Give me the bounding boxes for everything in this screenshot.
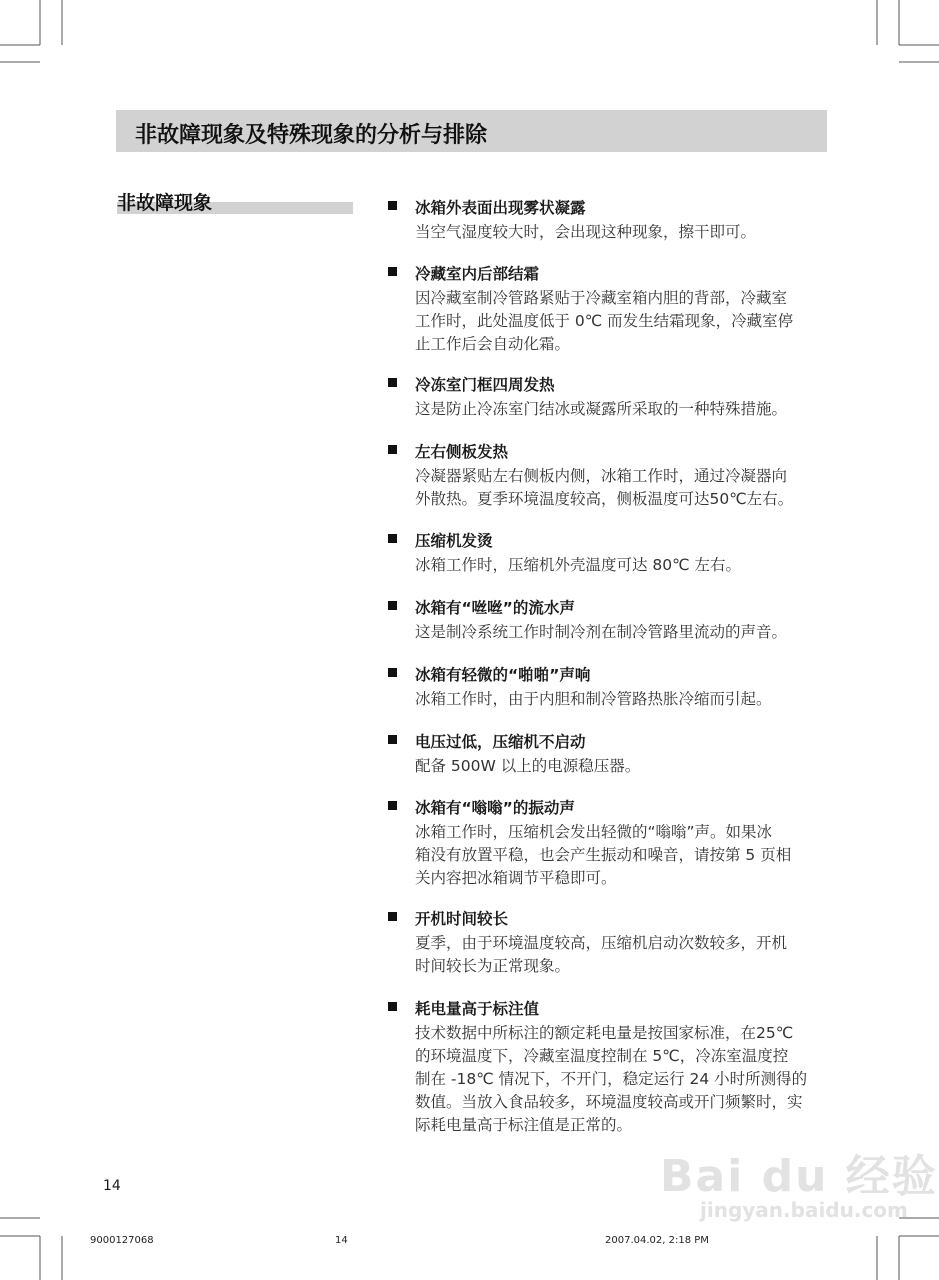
bullet-square-icon <box>388 601 397 610</box>
item-description <box>415 1022 807 1137</box>
description-line: 夏季，由于环境温度较高，压缩机启动次数较多，开机 <box>415 934 788 952</box>
footer-timestamp: 2007.04.02, 2:18 PM <box>605 1235 709 1246</box>
description-line: 时间较长为正常现象。 <box>415 957 571 975</box>
description-line: 外散热。夏季环境温度较高，侧板温度可达50℃左右。 <box>415 490 794 508</box>
item-description <box>415 221 756 244</box>
bullet-square-icon <box>388 668 397 677</box>
item-title: 冰箱有轻微的“啪啪”声响 <box>415 666 591 684</box>
sidebar-heading: 非故障现象 <box>117 192 213 214</box>
bullet-square-icon <box>388 912 397 921</box>
item-description <box>415 398 787 421</box>
item-title: 冷藏室内后部结霜 <box>415 265 540 283</box>
item-title: 左右侧板发热 <box>415 443 509 461</box>
item-description <box>415 465 793 511</box>
description-line: 这是制冷系统工作时制冷剂在制冷管路里流动的声音。 <box>415 623 788 641</box>
page-title: 非故障现象及特殊现象的分析与排除 <box>135 123 488 148</box>
description-line: 冰箱工作时，压缩机外壳温度可达 80℃ 左右。 <box>415 556 741 574</box>
item-description <box>415 932 787 978</box>
description-line: 箱没有放置平稳，也会产生振动和噪音，请按第 5 页相 <box>415 846 792 864</box>
description-line: 技术数据中所标注的额定耗电量是按国家标准，在25℃ <box>415 1024 794 1042</box>
item-title: 冰箱有“嗡嗡”的振动声 <box>415 799 575 817</box>
description-line: 工作时，此处温度低于 0℃ 而发生结霜现象，冷藏室停 <box>415 312 794 330</box>
item-description <box>415 554 741 577</box>
bullet-square-icon <box>388 267 397 276</box>
description-line: 冰箱工作时，压缩机会发出轻微的“嗡嗡”声。如果冰 <box>415 823 773 841</box>
item-description <box>415 688 772 711</box>
description-line: 际耗电量高于标注值是正常的。 <box>415 1116 633 1134</box>
description-line: 止工作后会自动化霜。 <box>415 335 571 353</box>
item-title: 冰箱外表面出现雾状凝露 <box>415 199 586 217</box>
description-line: 数值。当放入食品较多，环境温度较高或开门频繁时，实 <box>415 1093 803 1111</box>
item-title: 压缩机发烫 <box>415 532 493 550</box>
description-line: 冷凝器紧贴左右侧板内侧，冰箱工作时，通过冷凝器向 <box>415 467 788 485</box>
item-title: 冰箱有“咝咝”的流水声 <box>415 599 575 617</box>
description-line: 制在 -18℃ 情况下，不开门，稳定运行 24 小时所测得的 <box>415 1070 808 1088</box>
bullet-square-icon <box>388 445 397 454</box>
footer-page: 14 <box>335 1235 348 1246</box>
bullet-square-icon <box>388 378 397 387</box>
page-number: 14 <box>103 1178 121 1194</box>
description-line: 当空气湿度较大时，会出现这种现象，擦干即可。 <box>415 223 757 241</box>
item-title: 电压过低，压缩机不启动 <box>415 733 586 751</box>
bullet-square-icon <box>388 1002 397 1011</box>
description-line: 因冷藏室制冷管路紧贴于冷藏室箱内胆的背部，冷藏室 <box>415 289 788 307</box>
bullet-square-icon <box>388 201 397 210</box>
bullet-square-icon <box>388 801 397 810</box>
item-title: 开机时间较长 <box>415 910 509 928</box>
baidu-watermark: Bai du 经验 jingyan.baidu.com <box>660 1151 938 1222</box>
item-description <box>415 755 640 778</box>
item-title: 耗电量高于标注值 <box>415 1000 540 1018</box>
bullet-square-icon <box>388 534 397 543</box>
item-description <box>415 287 793 356</box>
footer-doc-id: 9000127068 <box>90 1235 154 1246</box>
description-line: 这是防止冷冻室门结冰或凝露所采取的一种特殊措施。 <box>415 400 788 418</box>
description-line: 配备 500W 以上的电源稳压器。 <box>415 757 641 775</box>
description-line: 的环境温度下，冷藏室温度控制在 5℃，冷冻室温度控 <box>415 1047 789 1065</box>
description-line: 冰箱工作时，由于内胆和制冷管路热胀冷缩而引起。 <box>415 690 772 708</box>
description-line: 关内容把冰箱调节平稳即可。 <box>415 869 617 887</box>
item-description <box>415 621 787 644</box>
item-description <box>415 821 791 890</box>
bullet-square-icon <box>388 735 397 744</box>
section-header <box>116 110 827 152</box>
item-title: 冷冻室门框四周发热 <box>415 376 555 394</box>
